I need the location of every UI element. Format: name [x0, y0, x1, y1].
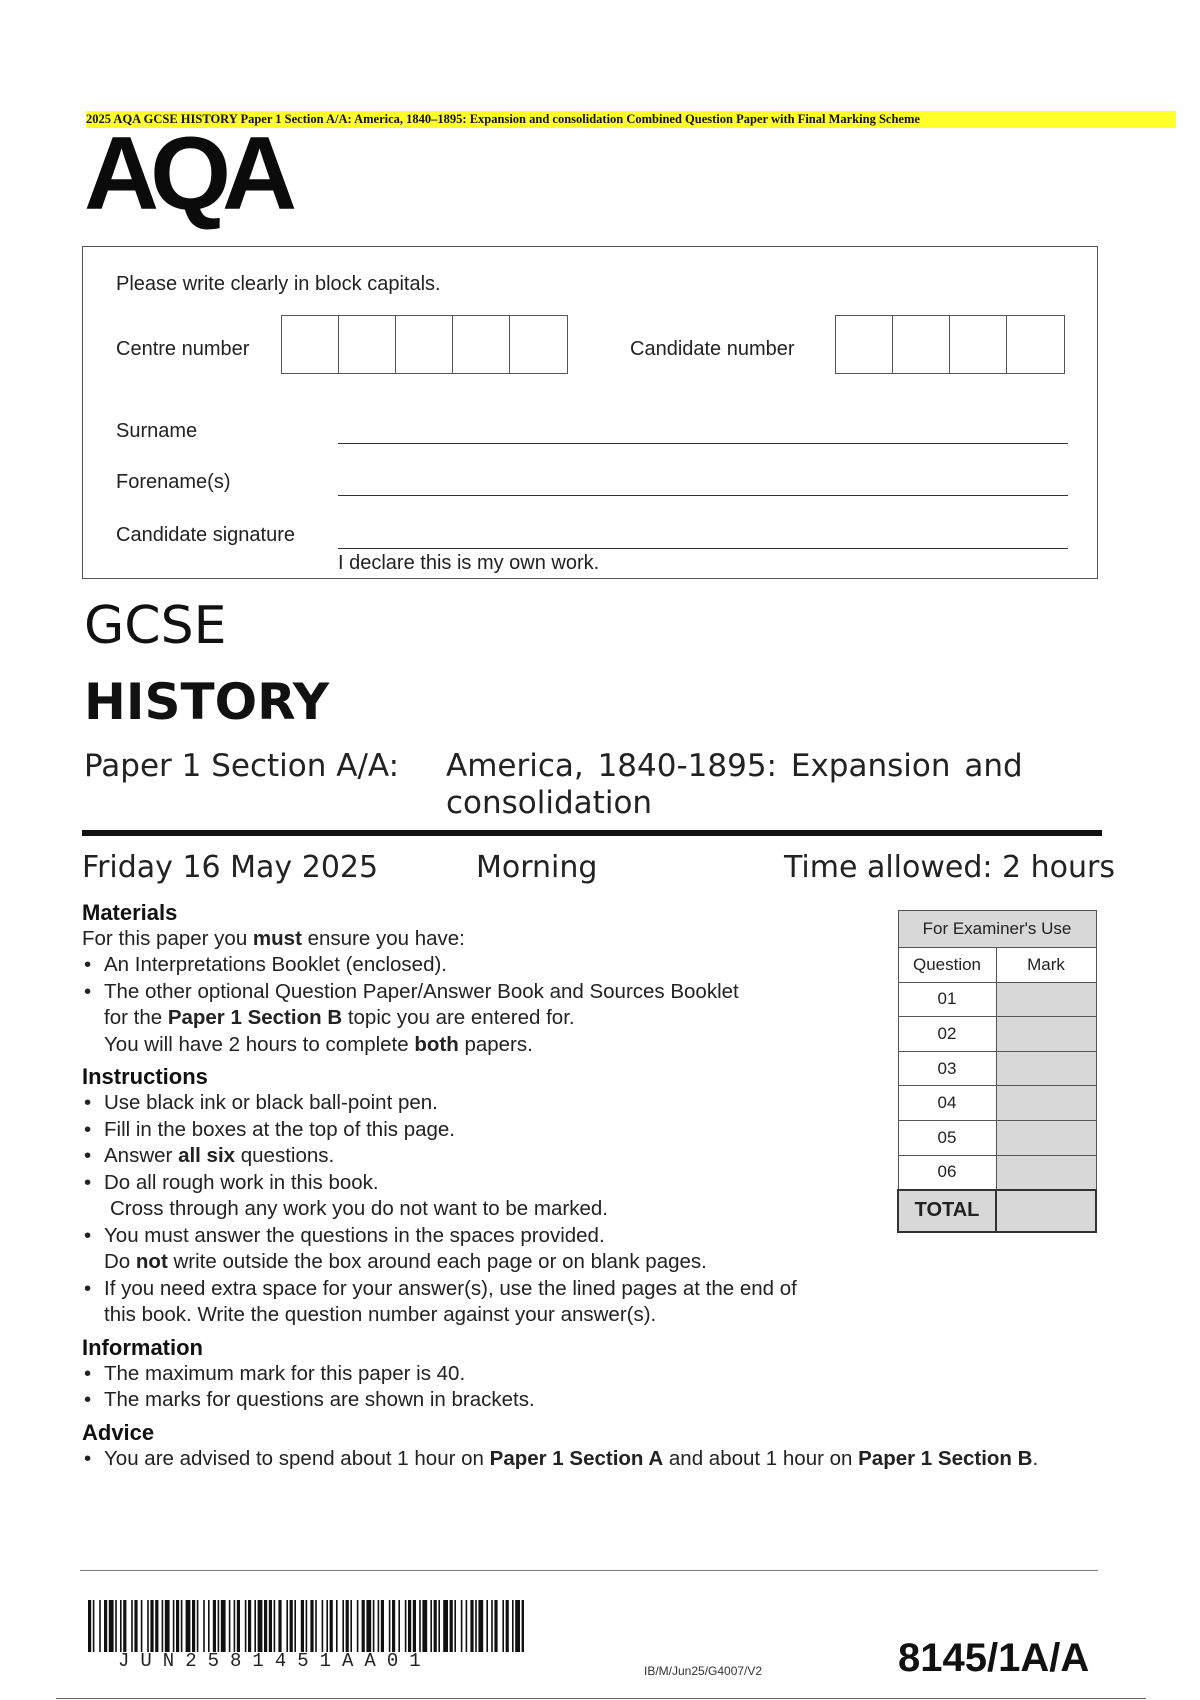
footer-divider [80, 1570, 1098, 1571]
barcode-bar [405, 1600, 407, 1652]
block-capitals-instruction: Please write clearly in block capitals. [116, 273, 441, 295]
instructions-heading: Instructions [82, 1064, 208, 1089]
question-number: 04 [898, 1086, 996, 1121]
barcode-bar [258, 1600, 263, 1652]
mark-cell [996, 1155, 1096, 1190]
barcode-bar [310, 1600, 313, 1652]
candidate-details-box [82, 246, 1098, 579]
barcode-bar [522, 1600, 524, 1652]
barcode-bar [104, 1600, 107, 1652]
barcode-bar [330, 1600, 333, 1652]
table-row [898, 1051, 1096, 1086]
barcode-bar [229, 1600, 231, 1652]
barcode-bar [422, 1600, 427, 1652]
barcode-bar [173, 1600, 175, 1652]
barcode-bar [362, 1600, 365, 1652]
examiner-table-title: For Examiner's Use [898, 911, 1096, 948]
barcode-bar [389, 1600, 391, 1652]
barcode-bar [221, 1600, 226, 1652]
barcode-bar [346, 1600, 349, 1652]
barcode-bar [181, 1600, 183, 1652]
barcode-bar [475, 1600, 477, 1652]
barcode-bar [502, 1600, 504, 1652]
barcode-bar [245, 1600, 247, 1652]
barcode-bar [494, 1600, 497, 1652]
candidate-number-field[interactable] [835, 315, 1065, 374]
candidate-number-digit[interactable] [893, 316, 950, 373]
declaration-text: I declare this is my own work. [338, 552, 600, 574]
barcode-bar [486, 1600, 488, 1652]
barcode-bar [213, 1600, 216, 1652]
barcode-bar [264, 1600, 267, 1652]
barcode-bar [512, 1600, 514, 1652]
barcode-bar [357, 1600, 359, 1652]
barcode-bar [438, 1600, 440, 1652]
information-heading: Information [82, 1334, 203, 1360]
barcode-bar [141, 1600, 143, 1652]
document-reference: IB/M/Jun25/G4007/V2 [644, 1664, 763, 1678]
list-item-continuation: Do not write outside the box around each page or on blank pages. [104, 1250, 707, 1273]
centre-number-field[interactable] [281, 315, 568, 374]
barcode-bar [99, 1600, 101, 1652]
barcode-bar [491, 1600, 493, 1652]
barcode-bar [315, 1600, 317, 1652]
list-item: • You are advised to spend about 1 hour on Paper 1 Section A and about 1 hour on Paper 1 Section B. [82, 1446, 1132, 1473]
candidate-number-label: Candidate number [630, 338, 795, 360]
paper-title: Paper 1 Section A/A: [84, 748, 400, 784]
barcode-bar [186, 1600, 191, 1652]
mark-cell [996, 1086, 1096, 1121]
mark-column-header: Mark [996, 948, 1096, 983]
list-item: • The marks for questions are shown in brackets. [82, 1387, 1132, 1414]
question-number: 03 [898, 1051, 996, 1086]
question-number: 01 [898, 982, 996, 1017]
heading-divider [82, 830, 1102, 836]
barcode-bar [301, 1600, 304, 1652]
barcode-bar [234, 1600, 236, 1652]
materials-intro: For this paper you must ensure you have: [82, 927, 465, 950]
barcode-bar [515, 1600, 520, 1652]
barcode-bar [450, 1600, 453, 1652]
barcode-bar [430, 1600, 432, 1652]
barcode-bar [115, 1600, 117, 1652]
barcode-bar [381, 1600, 384, 1652]
question-number: 02 [898, 1017, 996, 1052]
question-number: 05 [898, 1120, 996, 1155]
candidate-number-digit[interactable] [836, 316, 893, 373]
barcode-bar [237, 1600, 240, 1652]
table-row [898, 1155, 1096, 1190]
information-list [82, 1361, 1132, 1414]
barcode-bar [336, 1600, 338, 1652]
barcode-bar [326, 1600, 328, 1652]
total-label: TOTAL [898, 1190, 996, 1232]
barcode-bar [461, 1600, 463, 1652]
mark-cell [996, 982, 1096, 1017]
barcode-bar [413, 1600, 416, 1652]
barcode-bar [398, 1600, 400, 1652]
table-row [898, 1017, 1096, 1052]
barcode-bar [134, 1600, 137, 1652]
centre-number-digit[interactable] [510, 316, 567, 373]
advice-list [82, 1446, 1132, 1473]
topic-title: America, 1840-1895: Expansion and consolidation [446, 748, 1023, 821]
list-item: • An Interpretations Booklet (enclosed). [82, 952, 1132, 979]
question-column-header: Question [898, 948, 996, 983]
barcode-bar [176, 1600, 179, 1652]
barcode-bar [373, 1600, 375, 1652]
barcode-bar [93, 1600, 95, 1652]
list-item: • The maximum mark for this paper is 40. [82, 1361, 1132, 1388]
time-allowed: Time allowed: 2 hours [784, 850, 1116, 885]
barcode-bar [120, 1600, 122, 1652]
barcode-bar [454, 1600, 456, 1652]
aqa-logo: AQA [84, 116, 289, 232]
barcode-bar [286, 1600, 288, 1652]
list-item: • Fill in the boxes at the top of this page. [82, 1117, 1132, 1144]
page-bottom-rule [56, 1698, 1146, 1699]
mark-cell [996, 1120, 1096, 1155]
barcode-bar [306, 1600, 308, 1652]
barcode-bar [269, 1600, 272, 1652]
document-banner: 2025 AQA GCSE HISTORY Paper 1 Section A/A: America, 1840–1895: Expansion and consolidation Combined Question Paper with Final Marking Scheme [86, 111, 1176, 128]
barcode-bar [366, 1600, 371, 1652]
barcode-bar [155, 1600, 158, 1652]
exam-date: Friday 16 May 2025 [82, 850, 379, 885]
barcode-bar [434, 1600, 437, 1652]
barcode-bar [165, 1600, 170, 1652]
list-item: • If you need extra space for your answer(s), use the lined pages at the end of [82, 1276, 1132, 1303]
barcode-bar [88, 1600, 91, 1652]
centre-number-digit[interactable] [396, 316, 453, 373]
barcode-bar [419, 1600, 421, 1652]
barcode-bar [506, 1600, 509, 1652]
barcode-bar [478, 1600, 483, 1652]
forenames-label: Forename(s) [116, 471, 231, 493]
candidate-number-digit[interactable] [1007, 316, 1064, 373]
signature-field[interactable] [338, 548, 1068, 549]
barcode-bar [342, 1600, 344, 1652]
barcode-bar [248, 1600, 251, 1652]
centre-number-digit[interactable] [339, 316, 396, 373]
barcode-bar [131, 1600, 133, 1652]
barcode-bar [197, 1600, 199, 1652]
barcode-bar [290, 1600, 293, 1652]
list-item: • You must answer the questions in the spaces provided. [82, 1223, 1132, 1250]
mark-cell [996, 1051, 1096, 1086]
barcode-text: JUN2581451AA01 [118, 1650, 432, 1672]
barcode-bar [350, 1600, 352, 1652]
barcode-bar [322, 1600, 324, 1652]
mark-cell [996, 1017, 1096, 1052]
list-item-continuation: this book. Write the question number against your answer(s). [104, 1303, 657, 1326]
list-item: • Do all rough work in this book. [82, 1170, 1132, 1197]
barcode-bar [294, 1600, 296, 1652]
subject-title: HISTORY [84, 673, 330, 731]
qualification-title: GCSE [84, 596, 227, 656]
table-row [898, 1086, 1096, 1121]
barcode-bar [203, 1600, 205, 1652]
barcode-bar [254, 1600, 256, 1652]
barcode-bar [443, 1600, 448, 1652]
list-item: • The other optional Question Paper/Answer Book and Sources Booklet [82, 979, 1132, 1006]
signature-label: Candidate signature [116, 524, 296, 546]
surname-field[interactable] [338, 443, 1068, 444]
advice-heading: Advice [82, 1419, 155, 1445]
barcode-bar [109, 1600, 114, 1652]
total-row [898, 1190, 1096, 1232]
list-item: • Use black ink or black ball-point pen. [82, 1090, 1132, 1117]
barcode-bar [147, 1600, 149, 1652]
exam-session: Morning [476, 850, 598, 885]
centre-number-digit[interactable] [453, 316, 510, 373]
forenames-field[interactable] [338, 495, 1068, 496]
candidate-number-digit[interactable] [950, 316, 1007, 373]
list-item: • Answer all six questions. [82, 1143, 1132, 1170]
examiner-use-table [897, 910, 1097, 1233]
centre-number-digit[interactable] [282, 316, 339, 373]
materials-heading: Materials [82, 900, 178, 925]
list-item-continuation: for the Paper 1 Section B topic you are entered for. [104, 1006, 575, 1029]
barcode-bar [218, 1600, 220, 1652]
table-row [898, 1120, 1096, 1155]
barcode-bar [392, 1600, 395, 1652]
barcode-bar [278, 1600, 281, 1652]
barcode-bar [192, 1600, 195, 1652]
total-mark-cell [996, 1190, 1096, 1232]
list-item-continuation: You will have 2 hours to complete both papers. [104, 1032, 533, 1056]
barcode-bar [466, 1600, 468, 1652]
barcode-bar [470, 1600, 473, 1652]
list-item-continuation: Cross through any work you do not want to be marked. [110, 1197, 608, 1220]
barcode-bar [208, 1600, 210, 1652]
barcode-bar [150, 1600, 153, 1652]
barcode-bar [123, 1600, 126, 1652]
barcode [88, 1600, 524, 1652]
table-row [898, 982, 1096, 1017]
surname-label: Surname [116, 420, 198, 442]
paper-code: 8145/1A/A [898, 1636, 1090, 1680]
barcode-bar [408, 1600, 411, 1652]
barcode-bar [162, 1600, 164, 1652]
barcode-bar [274, 1600, 276, 1652]
question-number: 06 [898, 1155, 996, 1190]
centre-number-label: Centre number [116, 338, 250, 360]
barcode-bar [378, 1600, 380, 1652]
